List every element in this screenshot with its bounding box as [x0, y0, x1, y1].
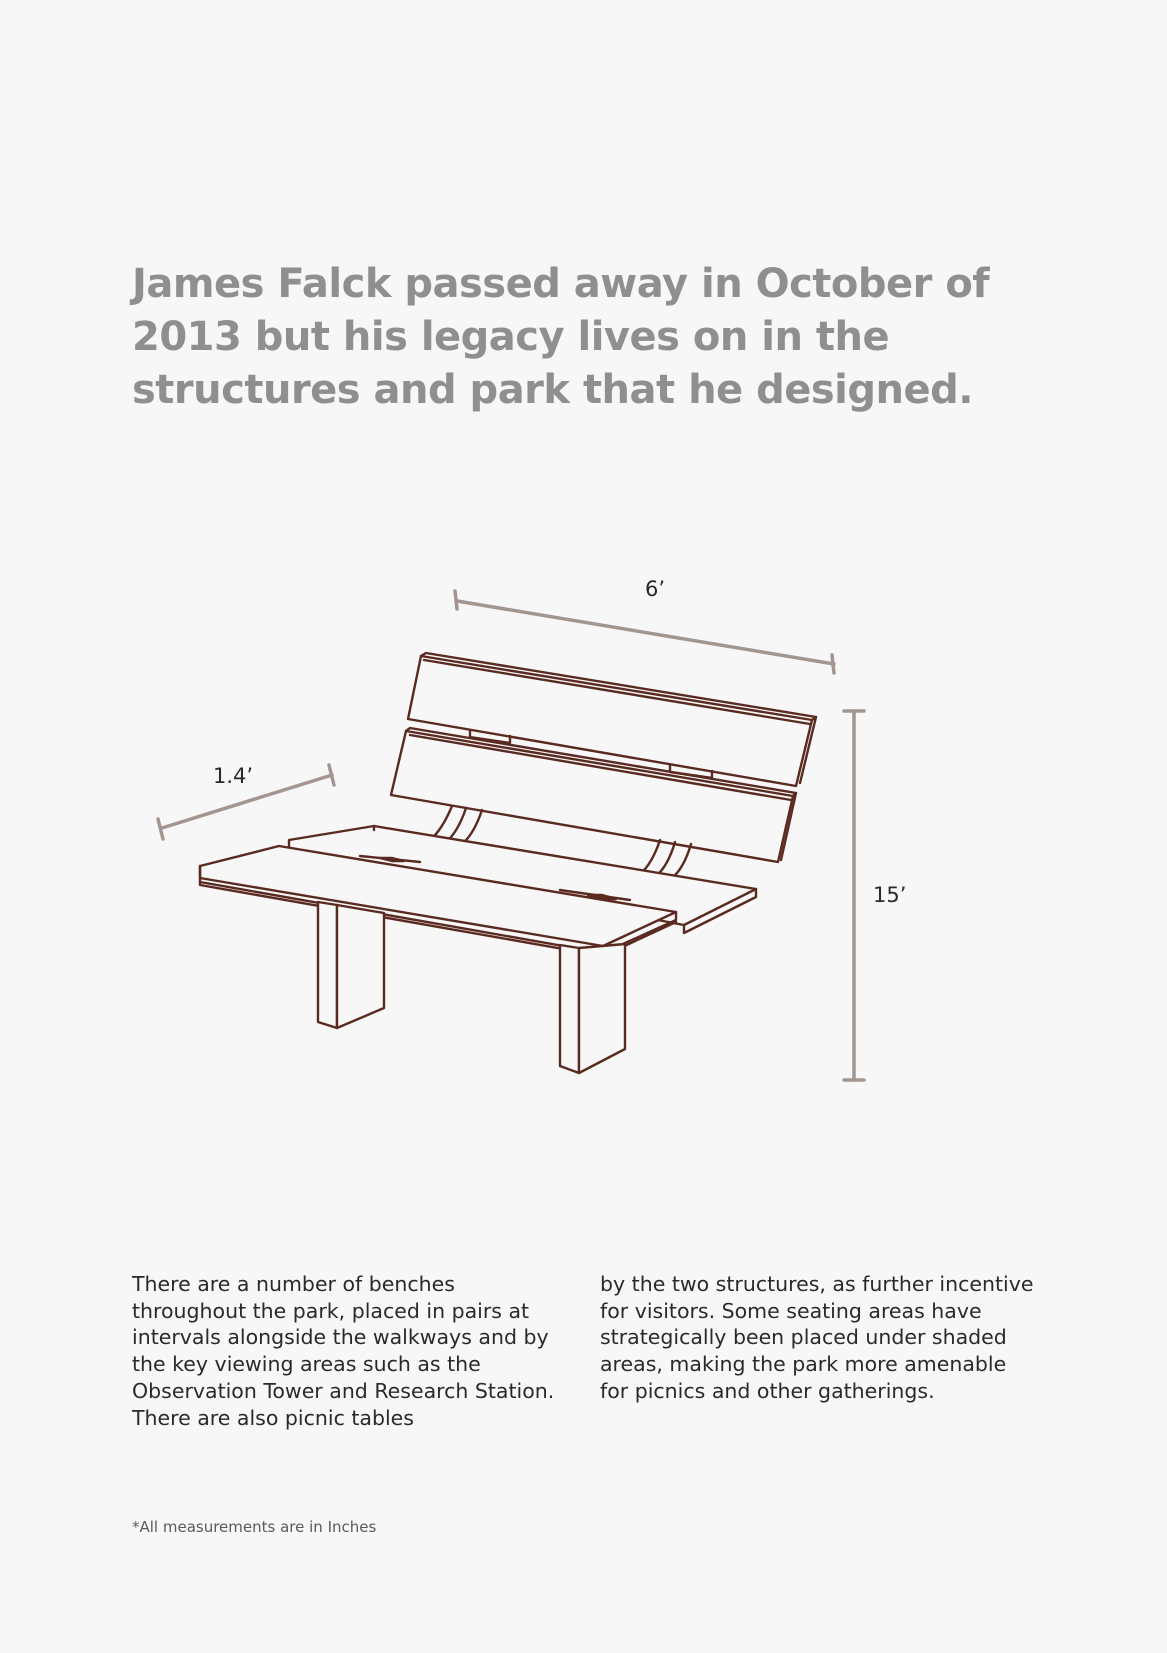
- height-dimension: [844, 711, 864, 1080]
- bench-icon: [200, 653, 816, 1073]
- body-text-right: by the two structures, as further incentive for visitors. Some seating areas have strategically been placed under shaded areas, making the park more amenable for picnics and other gatherings.: [600, 1272, 1034, 1403]
- body-text-left: There are a number of benches throughout the park, placed in pairs at intervals alongside the walkways and by the key viewing areas such as the Observation Tower and Research Station. There are also picnic tables: [132, 1272, 555, 1430]
- width-dimension: [455, 591, 834, 673]
- width-label: 6’: [645, 577, 666, 601]
- depth-label: 1.4’: [213, 764, 254, 788]
- height-label: 15’: [873, 883, 907, 907]
- bench-diagram: [0, 560, 1167, 1100]
- footnote: *All measurements are in Inches: [132, 1518, 377, 1536]
- headline: James Falck passed away in October of 2013 but his legacy lives on in the structures and park that he designed.: [132, 261, 990, 413]
